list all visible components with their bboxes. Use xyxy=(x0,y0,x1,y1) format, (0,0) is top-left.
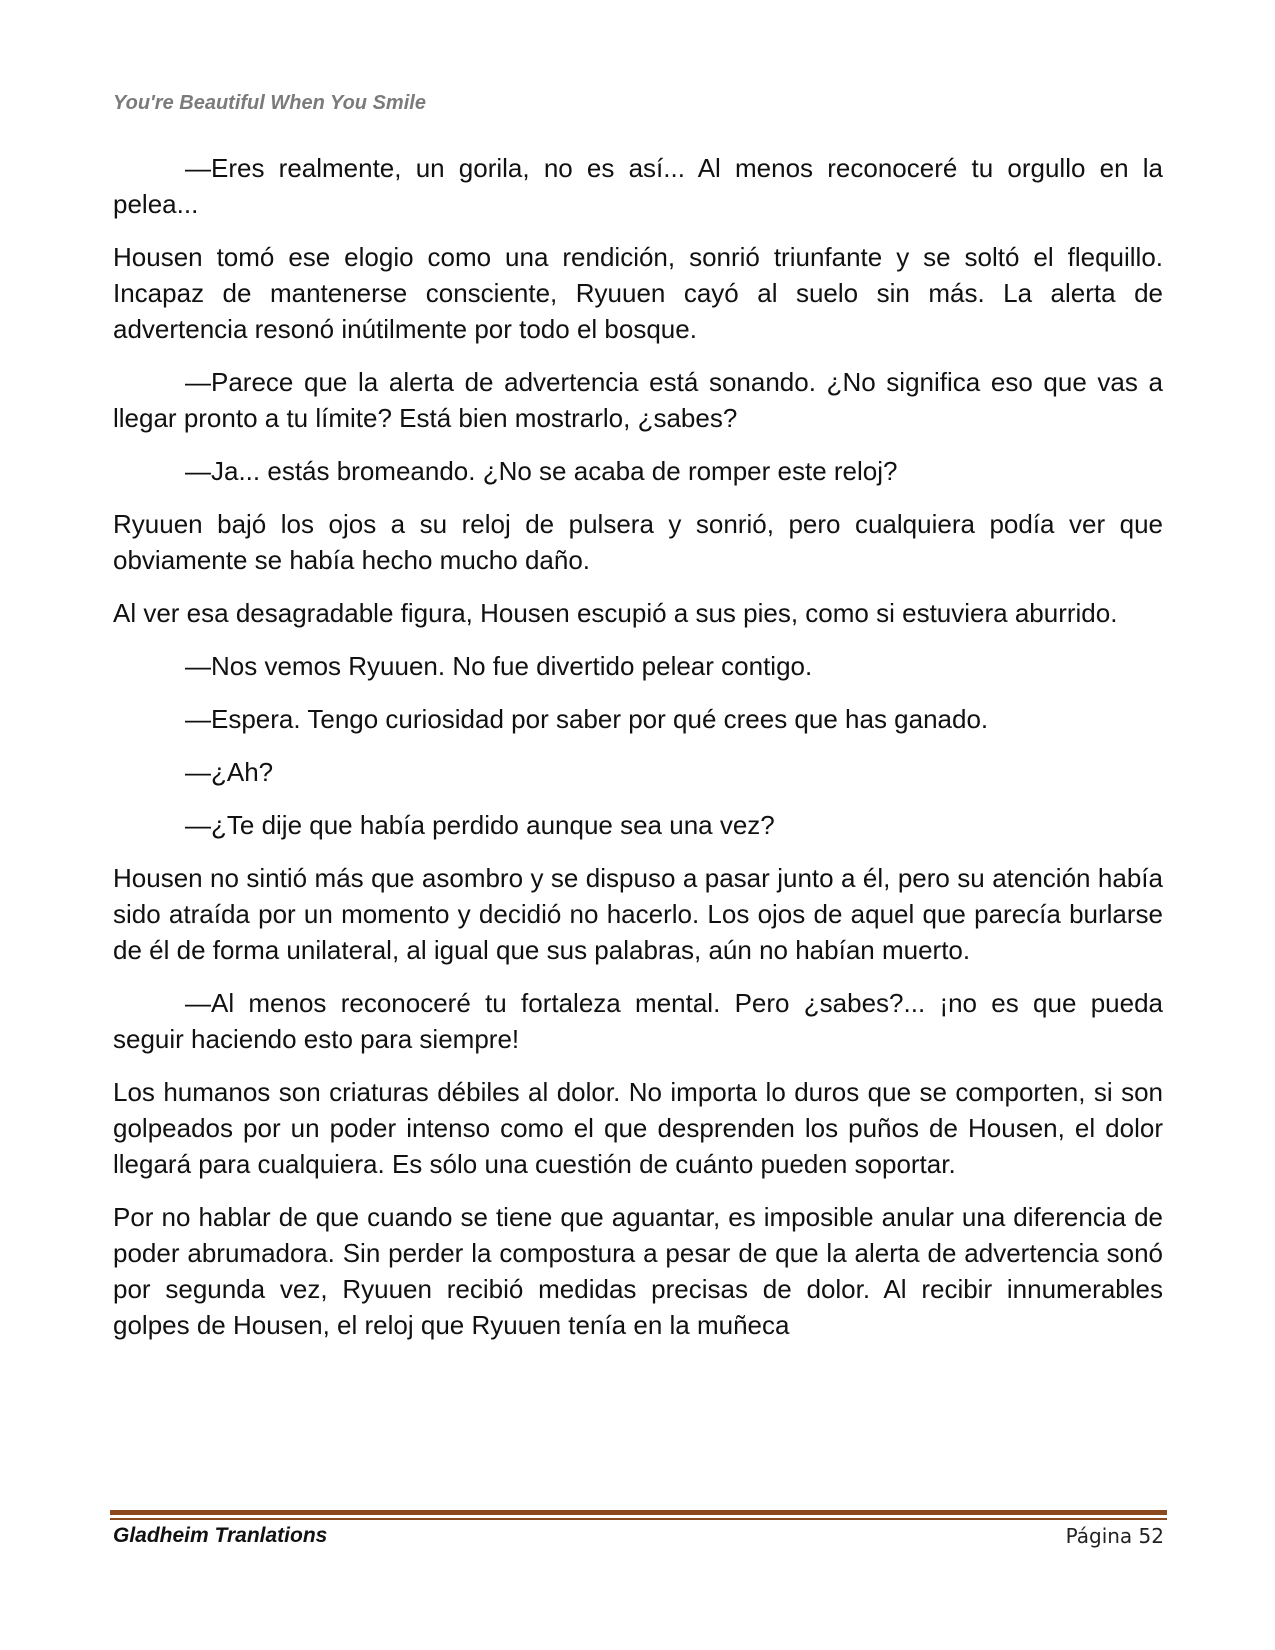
paragraph: —Ja... estás bromeando. ¿No se acaba de romper este reloj? xyxy=(185,456,898,486)
paragraph: —¿Ah? xyxy=(185,757,274,787)
paragraph: Ryuuen bajó los ojos a su reloj de pulsera y sonrió, pero cualquiera podía ver que obviamente se había hecho mucho daño. xyxy=(113,509,1163,575)
paragraph: —Eres realmente, un gorila, no es así... Al menos reconoceré tu orgullo en la pelea... xyxy=(113,153,1163,219)
paragraph: —Nos vemos Ryuuen. No fue divertido pelear contigo. xyxy=(185,651,813,681)
page-number: 52 xyxy=(1138,1524,1164,1548)
paragraph: —¿Te dije que había perdido aunque sea una vez? xyxy=(185,810,775,840)
paragraph: —Parece que la alerta de advertencia está sonando. ¿No significa eso que vas a llegar pronto a tu límite? Está bien mostrarlo, ¿sabes? xyxy=(113,367,1163,433)
paragraph: —Espera. Tengo curiosidad por saber por qué crees que has ganado. xyxy=(185,704,989,734)
footer-divider xyxy=(110,1510,1167,1515)
paragraph: Al ver esa desagradable figura, Housen escupió a sus pies, como si estuviera aburrido. xyxy=(113,598,1118,628)
page-label: Página xyxy=(1065,1524,1133,1548)
body-text xyxy=(113,150,1163,1360)
paragraph: Housen no sintió más que asombro y se dispuso a pasar junto a él, pero su atención había sido atraída por un momento y decidió no hacerlo. Los ojos de aquel que parecía burlarse de él de forma unilateral, al igual que sus palabras, aún no habían muerto. xyxy=(113,863,1163,965)
footer-page-indicator xyxy=(1066,1524,1164,1548)
paragraph: Housen tomó ese elogio como una rendición, sonrió triunfante y se soltó el flequillo. Incapaz de mantenerse consciente, Ryuuen cayó al suelo sin más. La alerta de advertencia resonó inútilmente por todo el bosque. xyxy=(113,242,1163,344)
footer-divider-thin xyxy=(110,1518,1167,1520)
paragraph: —Al menos reconoceré tu fortaleza mental. Pero ¿sabes?... ¡no es que pueda seguir haciendo esto para siempre! xyxy=(113,988,1163,1054)
paragraph: Los humanos son criaturas débiles al dolor. No importa lo duros que se comporten, si son golpeados por un poder intenso como el que desprenden los puños de Housen, el dolor llegará para cualquiera. Es sólo una cuestión de cuánto pueden soportar. xyxy=(113,1077,1163,1179)
running-header-title: You're Beautiful When You Smile xyxy=(113,92,426,114)
footer-publisher: Gladheim Tranlations xyxy=(113,1524,328,1547)
paragraph: Por no hablar de que cuando se tiene que aguantar, es imposible anular una diferencia de poder abrumadora. Sin perder la compostura a pesar de que la alerta de advertencia sonó por segunda vez, Ryuuen recibió medidas precisas de dolor. Al recibir innumerables golpes de Housen, el reloj que Ryuuen tenía en la muñeca xyxy=(113,1202,1163,1340)
